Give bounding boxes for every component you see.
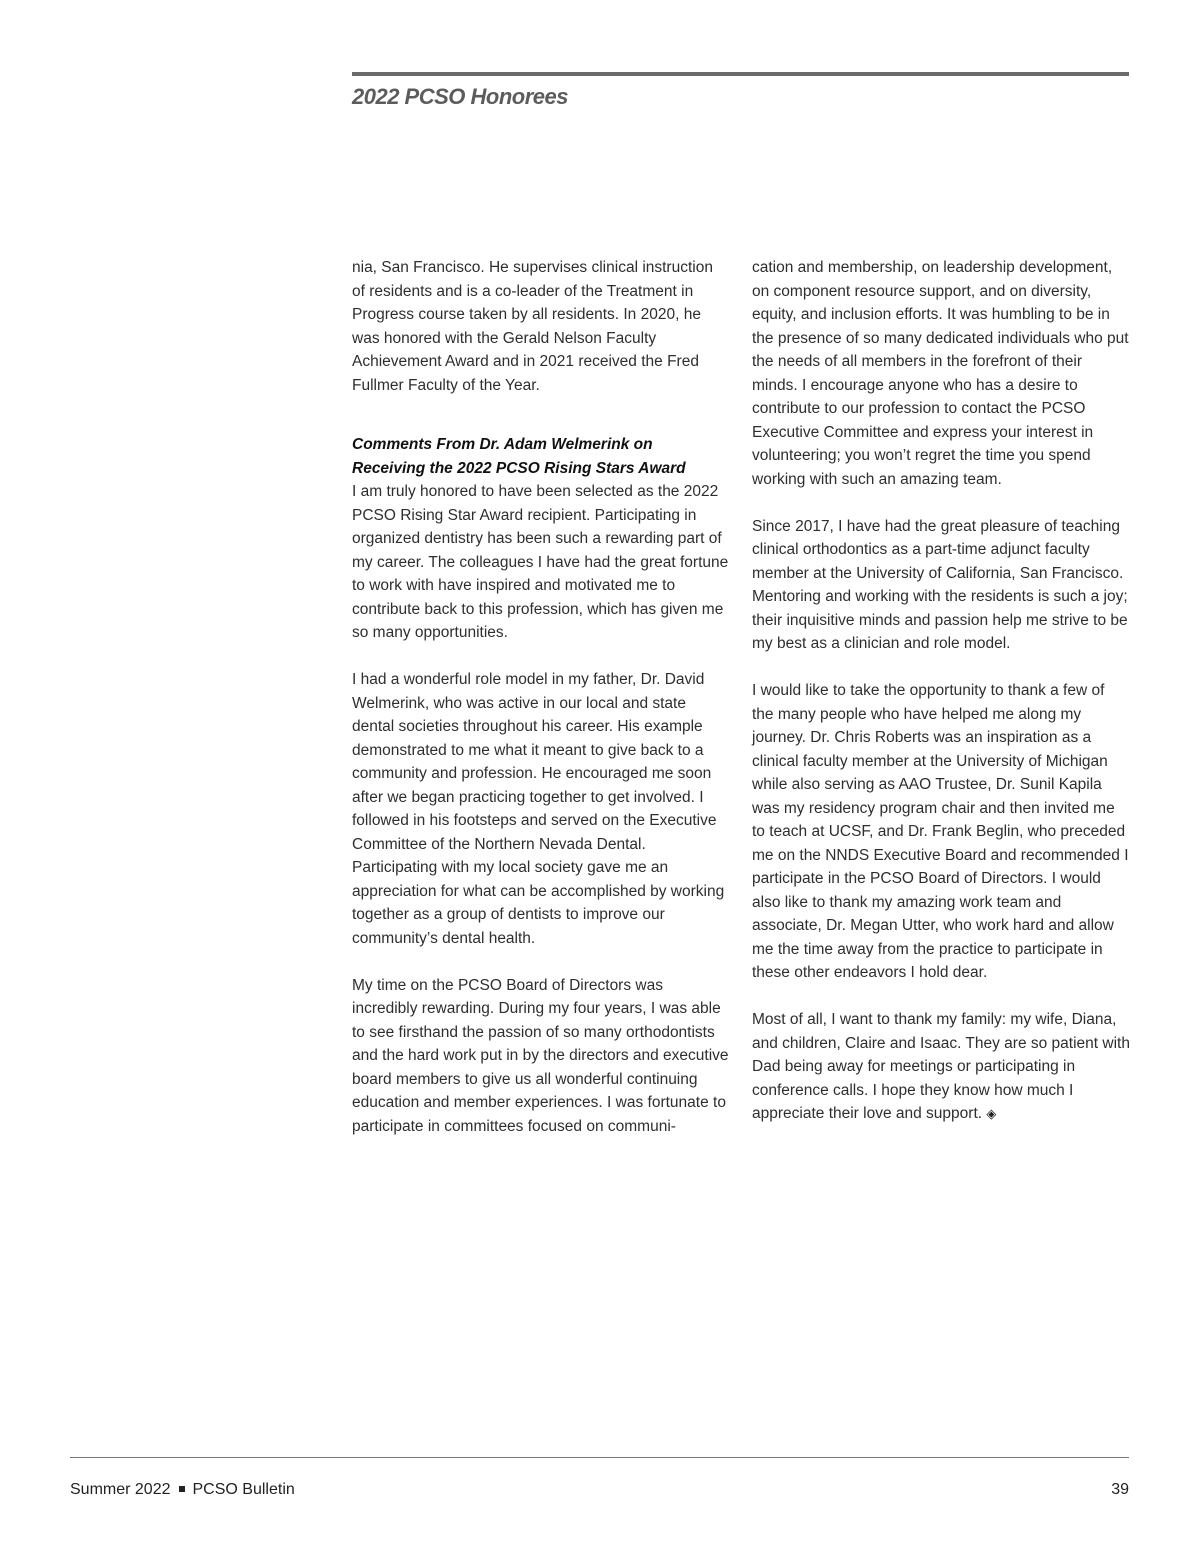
footer-publication: PCSO Bulletin bbox=[192, 1481, 295, 1498]
body-paragraph: I would like to take the opportunity to thank a few of the many people who have helped me along my journey. Dr. Chris Roberts was an inspiration as a clinical faculty member at the University of Michigan while also serving as AAO Trustee, Dr. Sunil Kapila was my residency program chair and then invited me to teach at UCSF, and Dr. Frank Beglin, who preceded me on the NNDS Executive Board and recommended I participate in the PCSO Board of Directors. I would also like to thank my amazing work team and associate, Dr. Megan Utter, who work hard and allow me the time away from the practice to participate in these other endeavors I hold dear. bbox=[752, 682, 1129, 981]
body-paragraph: I am truly honored to have been selected as the 2022 PCSO Rising Star Award recipient. Participating in organized dentistry has been such a rewarding part of my career. The colleagues I have had the great fortune to work with have inspired and motivated me to contribute back to this profession, which has given me so many opportunities. bbox=[352, 483, 729, 641]
comments-subheading: Comments From Dr. Adam Welmerink on Receiving the 2022 PCSO Rising Stars Award bbox=[352, 436, 686, 477]
body-paragraph: nia, San Francisco. He supervises clinical instruction of residents and is a co-leader of the Treatment in Progress course taken by all residents. In 2020, he was honored with the Gerald Nelson Faculty Achievement Award and in 2021 received the Fred Fullmer Faculty of the Year. bbox=[352, 259, 713, 394]
footer-credit bbox=[70, 1481, 295, 1499]
header-rule bbox=[352, 72, 1129, 76]
square-bullet-icon bbox=[179, 1486, 185, 1492]
body-paragraph: cation and membership, on leadership development, on component resource support, and on diversity, equity, and inclusion efforts. It was humbling to be in the presence of so many dedicated individuals who put the needs of all members in the forefront of their minds. I encourage anyone who has a desire to contribute to our profession to contact the PCSO Executive Committee and express your interest in volunteering; you won’t regret the time you spend working with such an amazing team. bbox=[752, 259, 1129, 488]
body-paragraph: Since 2017, I have had the great pleasure of teaching clinical orthodontics as a part-time adjunct faculty member at the University of California, San Francisco. Mentoring and working with the residents is such a joy; their inquisitive minds and passion help me strive to be my best as a clinician and role model. bbox=[752, 517, 1128, 652]
footer-issue: Summer 2022 bbox=[70, 1481, 171, 1498]
body-paragraph-final bbox=[752, 1008, 1130, 1126]
page-number: 39 bbox=[1111, 1481, 1129, 1498]
footer-rule bbox=[70, 1457, 1129, 1458]
end-of-article-icon: ◈ bbox=[986, 1106, 997, 1121]
body-paragraph: I had a wonderful role model in my father, Dr. David Welmerink, who was active in our local and state dental societies throughout his career. His example demonstrated to me what it meant to give back to a community and profession. He encouraged me soon after we began practicing together to get involved. I followed in his footsteps and served on the Executive Committee of the Northern Nevada Dental. Participating with my local society gave me an appreciation for what can be accomplished by working together as a group of dentists to improve our community’s dental health. bbox=[352, 671, 725, 947]
body-paragraph: My time on the PCSO Board of Directors was incredibly rewarding. During my four years, I was able to see firsthand the passion of so many orthodontists and the hard work put in by the directors and executive board members to give us all wonderful continuing education and member experiences. I was fortunate to participate in committees focused on communi- bbox=[352, 976, 729, 1135]
left-column bbox=[352, 256, 730, 1138]
right-column bbox=[752, 256, 1130, 1126]
final-paragraph-text: Most of all, I want to thank my family: my wife, Diana, and children, Claire and Isaac. They are so patient with Dad being away for meetings or participating in conference calls. I hope they know how much I appreciate their love and support. bbox=[752, 1011, 1130, 1122]
section-title: 2022 PCSO Honorees bbox=[352, 84, 568, 109]
